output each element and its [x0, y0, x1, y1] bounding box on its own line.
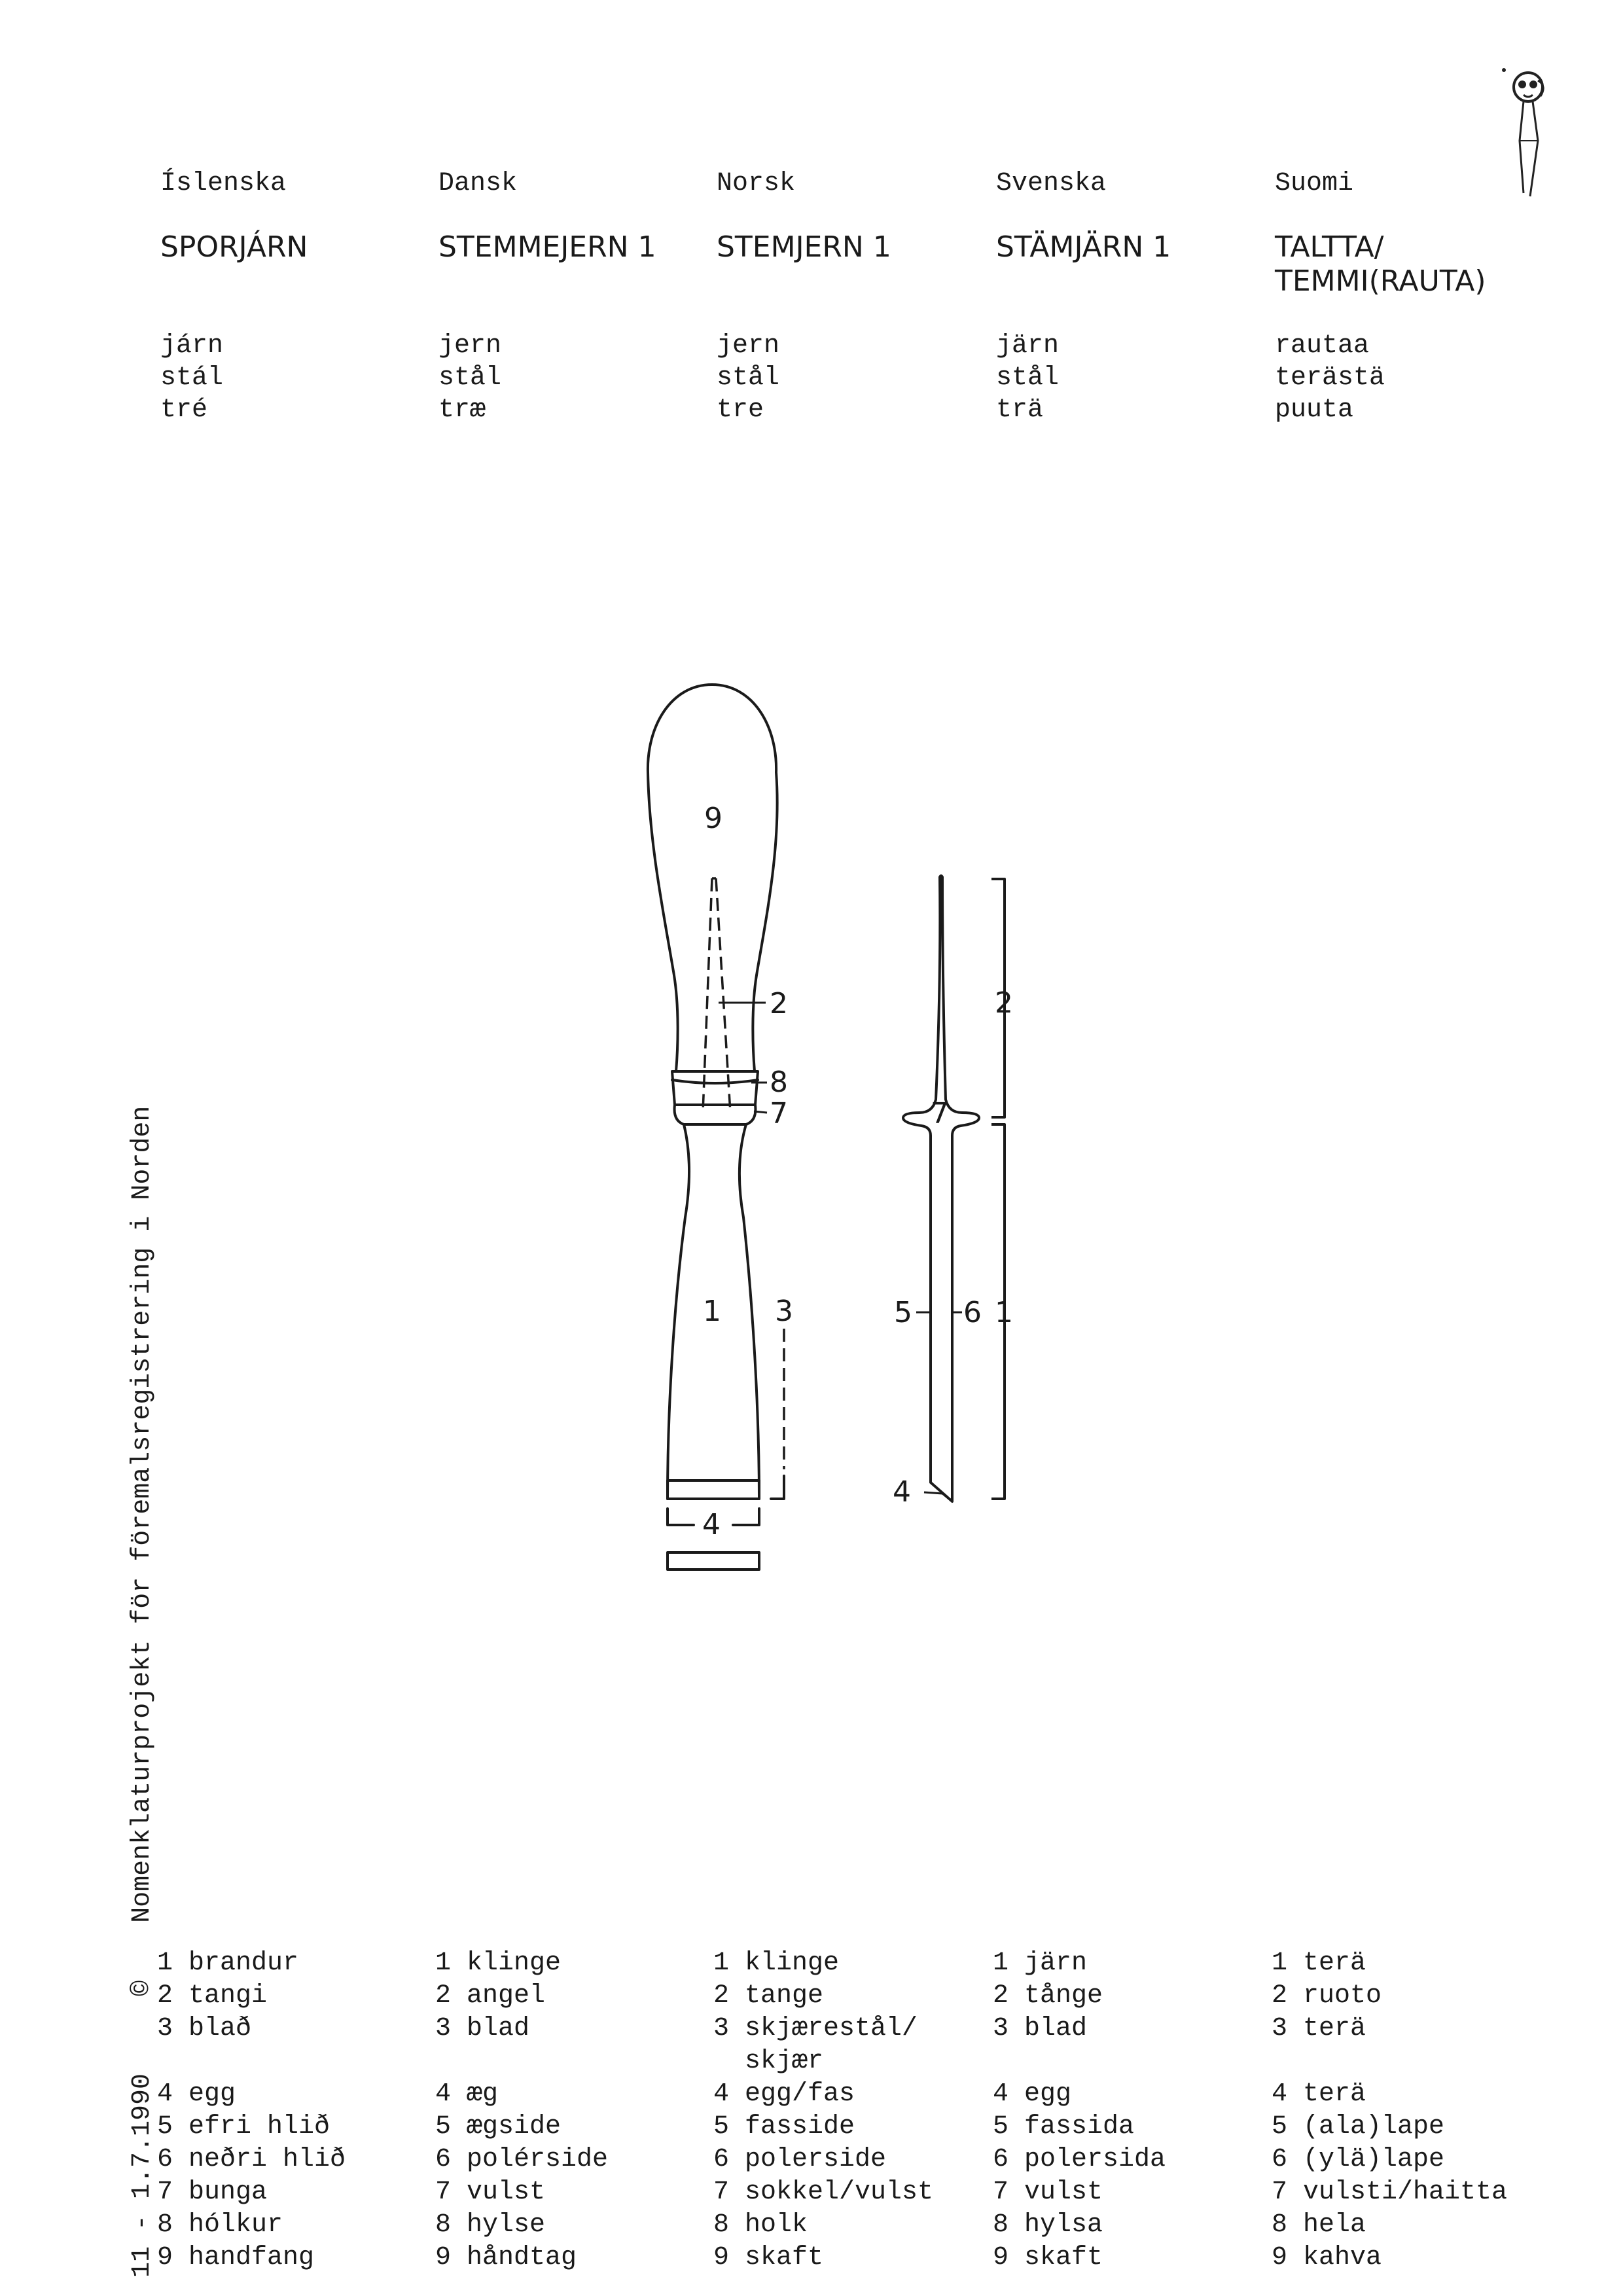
part-label: tangi [188, 1981, 268, 2011]
term-line: SPORJÁRN [160, 230, 308, 264]
part-number: 7 [157, 2178, 173, 2207]
label-blade: 1 [703, 1295, 721, 1328]
language-heading: Suomi [1275, 169, 1354, 198]
sheet-date: 11 - 1.7.1990 [128, 2073, 157, 2278]
language-heading: Svenska [996, 169, 1107, 198]
material-item: stål [438, 363, 502, 393]
part-label: sokkel/vulst [745, 2178, 934, 2207]
label-bolster-side: 7 [931, 1097, 949, 1130]
language-heading: Dansk [438, 169, 518, 198]
part-number: 8 [713, 2210, 730, 2240]
part-label: fasside [745, 2112, 855, 2142]
part-number: 7 [713, 2178, 730, 2207]
part-number: 4 [713, 2079, 730, 2109]
label-tang-front: 2 [770, 987, 788, 1020]
term-line: STÄMJÄRN 1 [996, 230, 1171, 264]
part-label: hólkur [188, 2210, 283, 2240]
part-label: hylse [467, 2210, 546, 2240]
part-label: egg [1024, 2079, 1072, 2109]
material-item: järn [996, 331, 1060, 361]
tang-hidden-left [703, 878, 712, 1113]
part-label: klinge [467, 1948, 562, 1978]
edge-bevel [668, 1480, 759, 1499]
part-number: 1 [157, 1948, 173, 1978]
edge-section [668, 1552, 759, 1570]
part-label: neðri hlið [188, 2145, 346, 2174]
material-item: puuta [1275, 395, 1354, 425]
part-number: 2 [1272, 1981, 1288, 2011]
label-blade-length: 1 [995, 1296, 1013, 1329]
part-label: hylsa [1024, 2210, 1103, 2240]
part-number: 8 [993, 2210, 1009, 2240]
part-label: holk [745, 2210, 808, 2240]
part-label: terä [1303, 2014, 1366, 2043]
part-label: skjær [745, 2047, 824, 2076]
part-label: terä [1303, 1948, 1366, 1978]
part-number: 6 [157, 2145, 173, 2174]
part-label: vulst [467, 2178, 546, 2207]
material-item: tré [160, 395, 208, 425]
part-label: terä [1303, 2079, 1366, 2109]
label-flat-side: 6 [963, 1296, 982, 1329]
part-label: klinge [745, 1948, 840, 1978]
part-label: polersida [1024, 2145, 1166, 2174]
part-number: 1 [993, 1948, 1009, 1978]
part-label: vulsti/haitta [1303, 2178, 1508, 2207]
part-number: 7 [435, 2178, 452, 2207]
part-label: blad [467, 2014, 530, 2043]
part-label: blað [188, 2014, 252, 2043]
part-number: 3 [435, 2014, 452, 2043]
part-number: 4 [157, 2079, 173, 2109]
part-number: 7 [993, 2178, 1009, 2207]
part-number: 5 [713, 2112, 730, 2142]
part-number: 2 [157, 1981, 173, 2011]
part-label: (ala)lape [1303, 2112, 1445, 2142]
part-label: järn [1024, 1948, 1088, 1978]
part-number: 9 [435, 2243, 452, 2272]
part-number: 9 [1272, 2243, 1288, 2272]
part-number: 4 [435, 2079, 452, 2109]
part-label: polérside [467, 2145, 609, 2174]
part-label: hela [1303, 2210, 1366, 2240]
tang-hidden-right [716, 878, 730, 1113]
part-number: 7 [1272, 2178, 1288, 2207]
part-label: tange [745, 1981, 824, 2011]
label-tang-side: 2 [995, 986, 1013, 1020]
material-item: tre [717, 395, 764, 425]
part-number: 5 [993, 2112, 1009, 2142]
part-label: vulst [1024, 2178, 1103, 2207]
part-number: 6 [1272, 2145, 1288, 2174]
part-label: bunga [188, 2178, 268, 2207]
label-bolster-front: 7 [770, 1097, 788, 1130]
part-label: ægside [467, 2112, 562, 2142]
part-label: ruoto [1303, 1981, 1382, 2011]
part-label: skaft [745, 2243, 824, 2272]
material-item: stál [160, 363, 224, 393]
label-bevel-side: 5 [894, 1296, 912, 1329]
part-label: blad [1024, 2014, 1088, 2043]
part-number: 6 [713, 2145, 730, 2174]
part-number: 2 [713, 1981, 730, 2011]
part-number: 8 [435, 2210, 452, 2240]
label-edge-side: 4 [893, 1475, 911, 1509]
part-number: 1 [1272, 1948, 1288, 1978]
material-item: stål [717, 363, 780, 393]
part-number: 9 [713, 2243, 730, 2272]
part-number: 4 [993, 2079, 1009, 2109]
part-label: skaft [1024, 2243, 1103, 2272]
part-label: (ylä)lape [1303, 2145, 1445, 2174]
label-edge-width: 4 [702, 1508, 721, 1541]
term-line: STEMJERN 1 [717, 230, 891, 264]
term-line: TALTTA/ [1275, 230, 1384, 264]
part-label: angel [467, 1981, 546, 2011]
part-number: 8 [1272, 2210, 1288, 2240]
material-item: træ [438, 395, 486, 425]
material-item: trä [996, 395, 1044, 425]
part-number: 5 [435, 2112, 452, 2142]
part-number: 8 [157, 2210, 173, 2240]
part-number: 2 [435, 1981, 452, 2011]
part-number: 5 [1272, 2112, 1288, 2142]
part-label: handfang [188, 2243, 315, 2272]
part-label: egg/fas [745, 2079, 855, 2109]
part-number: 3 [1272, 2014, 1288, 2043]
label-ferrule: 8 [770, 1066, 788, 1099]
bolster-front [675, 1105, 756, 1124]
part-label: kahva [1303, 2243, 1382, 2272]
part-label: egg [188, 2079, 236, 2109]
part-number: 4 [1272, 2079, 1288, 2109]
part-label: tånge [1024, 1981, 1103, 2011]
material-item: járn [160, 331, 224, 361]
part-number: 9 [157, 2243, 173, 2272]
language-heading: Norsk [717, 169, 796, 198]
term-line: TEMMI(RAUTA) [1275, 264, 1486, 298]
material-item: stål [996, 363, 1060, 393]
part-number: 6 [993, 2145, 1009, 2174]
part-label: brandur [188, 1948, 299, 1978]
part-number: 6 [435, 2145, 452, 2174]
part-label: fassida [1024, 2112, 1135, 2142]
material-item: jern [717, 331, 780, 361]
label-handle: 9 [704, 802, 722, 835]
part-label: håndtag [467, 2243, 577, 2272]
part-number: 1 [713, 1948, 730, 1978]
term-line: STEMMEJERN 1 [438, 230, 656, 264]
part-label: polerside [745, 2145, 887, 2174]
ferrule-outline [672, 1071, 758, 1105]
part-number: 2 [993, 1981, 1009, 2011]
material-item: rautaa [1275, 331, 1370, 361]
part-label: efri hlið [188, 2112, 330, 2142]
copyright-symbol: © [128, 1980, 157, 1996]
part-number: 9 [993, 2243, 1009, 2272]
project-name: Nomenklaturprojekt för föremalsregistrering i Norden [128, 1105, 157, 1923]
part-number: 3 [157, 2014, 173, 2043]
tang-side-outline [903, 876, 979, 1501]
label-blade-side: 3 [775, 1295, 793, 1328]
part-number: 3 [713, 2014, 730, 2043]
material-item: jern [438, 331, 502, 361]
part-label: skjærestål/ [745, 2014, 918, 2043]
material-item: terästä [1275, 363, 1385, 393]
part-number: 1 [435, 1948, 452, 1978]
part-number: 5 [157, 2112, 173, 2142]
part-label: æg [467, 2079, 499, 2109]
language-heading: Íslenska [160, 169, 287, 198]
part-number: 3 [993, 2014, 1009, 2043]
